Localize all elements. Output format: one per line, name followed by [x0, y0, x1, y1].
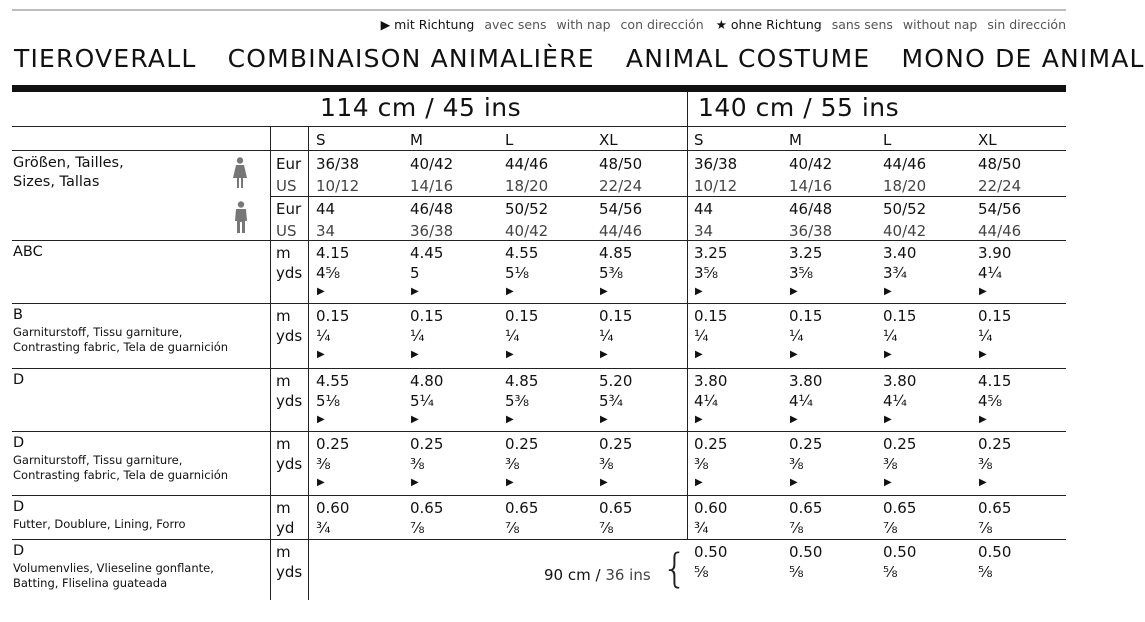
yards-value: ⅝ — [694, 563, 709, 581]
size-header: XL — [599, 131, 618, 149]
men-us-size: 36/38 — [789, 222, 833, 240]
yards-value: ⅝ — [789, 563, 804, 581]
men-eur-size: 50/52 — [883, 200, 927, 218]
yards-value: 5⅛ — [505, 264, 530, 282]
meters-value: 3.80 — [883, 372, 917, 390]
men-us-size: 44/46 — [599, 222, 643, 240]
fabric-block-rule — [12, 303, 1066, 304]
meters-value: 4.85 — [505, 372, 539, 390]
meters-value: 0.25 — [694, 435, 728, 453]
unit-meters: m — [276, 499, 291, 517]
unit-yards: yds — [276, 455, 303, 473]
yards-value: ⅝ — [978, 563, 993, 581]
with-nap-arrow: ▶ — [884, 349, 892, 360]
with-nap-arrow: ▶ — [411, 286, 419, 297]
men-eur-size: 50/52 — [505, 200, 549, 218]
unit-yards: yds — [276, 327, 303, 345]
women-eur-size: 48/50 — [599, 155, 643, 173]
with-nap-en: with nap — [556, 17, 611, 32]
women-eur-size: 36/38 — [694, 155, 738, 173]
meters-value: 0.65 — [883, 499, 917, 517]
fabric-description: Contrasting fabric, Tela de guarnición — [13, 340, 229, 354]
yards-value: 3⅝ — [789, 264, 814, 282]
men-us-size: 40/42 — [883, 222, 927, 240]
yards-value: 4¼ — [694, 392, 719, 410]
without-nap-symbol: ★ — [715, 17, 727, 32]
meters-value: 4.55 — [316, 372, 350, 390]
yards-value: 4¼ — [789, 392, 814, 410]
unit-yards: yds — [276, 264, 303, 282]
fabric-description: Futter, Doublure, Lining, Forro — [13, 517, 186, 531]
meters-value: 0.25 — [316, 435, 350, 453]
yards-value: 4¼ — [883, 392, 908, 410]
title-rule — [12, 85, 1066, 92]
yards-value: ¾ — [694, 519, 709, 537]
with-nap-arrow: ▶ — [695, 414, 703, 425]
header-rule — [12, 126, 1066, 127]
women-us-size: 18/20 — [505, 177, 549, 195]
women-men-rule — [270, 196, 1066, 197]
with-nap-arrow: ▶ — [790, 286, 798, 297]
size-row-rule — [12, 150, 1066, 151]
width-114-header: 114 cm / 45 ins — [320, 93, 522, 122]
title-es: MONO DE ANIMAL — [901, 44, 1145, 73]
with-nap-arrow: ▶ — [790, 349, 798, 360]
women-us-size: 14/16 — [410, 177, 454, 195]
nap-legend — [381, 17, 1066, 32]
yards-value: 5⅛ — [316, 392, 341, 410]
men-eur-size: 44 — [316, 200, 336, 218]
title-en: ANIMAL COSTUME — [625, 44, 871, 73]
men-eur-label: Eur — [276, 200, 302, 218]
women-us-size: 10/12 — [316, 177, 360, 195]
meters-value: 4.15 — [978, 372, 1012, 390]
yards-value: ¼ — [410, 327, 425, 345]
with-nap-arrow: ▶ — [411, 414, 419, 425]
yards-value: ¼ — [978, 327, 993, 345]
meters-value: 3.80 — [694, 372, 728, 390]
yards-value: ⅞ — [505, 519, 520, 537]
width-divider — [687, 92, 688, 539]
with-nap-arrow: ▶ — [884, 286, 892, 297]
women-us-size: 14/16 — [789, 177, 833, 195]
meters-value: 4.45 — [410, 244, 444, 262]
with-nap-arrow: ▶ — [695, 349, 703, 360]
with-nap-arrow: ▶ — [506, 477, 514, 488]
with-nap-arrow: ▶ — [506, 286, 514, 297]
women-us-label: US — [276, 177, 297, 195]
meters-value: 0.15 — [694, 307, 728, 325]
fabric-block-rule — [12, 368, 1066, 369]
with-nap-arrow: ▶ — [317, 414, 325, 425]
meters-value: 5.20 — [599, 372, 633, 390]
meters-value: 0.50 — [978, 543, 1012, 561]
size-header: L — [505, 131, 514, 149]
fabric-view-label: D — [13, 543, 25, 559]
women-eur-label: Eur — [276, 155, 302, 173]
size-header: L — [883, 131, 892, 149]
with-nap-arrow: ▶ — [884, 477, 892, 488]
fabric-view-label: B — [13, 307, 23, 323]
unit-yards: yds — [276, 392, 303, 410]
yards-value: ⅜ — [410, 455, 425, 473]
with-nap-arrow: ▶ — [884, 414, 892, 425]
yards-value: ⅝ — [883, 563, 898, 581]
women-eur-size: 48/50 — [978, 155, 1022, 173]
meters-value: 0.65 — [410, 499, 444, 517]
with-nap-symbol: ▶ — [380, 17, 391, 32]
men-us-size: 44/46 — [978, 222, 1022, 240]
men-eur-size: 44 — [694, 200, 714, 218]
fabric-view-label: D — [13, 499, 25, 515]
with-nap-arrow: ▶ — [790, 414, 798, 425]
meters-value: 0.50 — [694, 543, 728, 561]
yards-value: 4⅝ — [316, 264, 341, 282]
size-header: XL — [978, 131, 997, 149]
women-us-size: 18/20 — [883, 177, 927, 195]
without-nap-label: ohne Richtung — [730, 17, 822, 32]
fabric-description: Garniturstoff, Tissu garniture, — [13, 325, 183, 339]
meters-value: 4.85 — [599, 244, 633, 262]
with-nap-arrow: ▶ — [695, 286, 703, 297]
with-nap-arrow: ▶ — [317, 349, 325, 360]
woman-icon — [232, 157, 248, 193]
men-eur-size: 54/56 — [599, 200, 643, 218]
yards-value: ⅜ — [505, 455, 520, 473]
without-nap-es: sin dirección — [987, 17, 1066, 32]
width-note-sep: / — [595, 566, 606, 584]
width-note — [544, 566, 651, 584]
yards-value: ⅞ — [883, 519, 898, 537]
yards-value: 4¼ — [978, 264, 1003, 282]
men-us-size: 34 — [694, 222, 714, 240]
meters-value: 0.15 — [599, 307, 633, 325]
meters-value: 0.25 — [505, 435, 539, 453]
yards-value: ⅜ — [978, 455, 993, 473]
width-note-ins: 36 ins — [605, 566, 651, 584]
yards-value: ¼ — [883, 327, 898, 345]
yards-value: ¼ — [316, 327, 331, 345]
yards-value: ¼ — [789, 327, 804, 345]
yards-value: ⅞ — [410, 519, 425, 537]
meters-value: 4.80 — [410, 372, 444, 390]
with-nap-label: mit Richtung — [394, 17, 475, 32]
yards-value: ⅞ — [789, 519, 804, 537]
meters-value: 4.15 — [316, 244, 350, 262]
with-nap-arrow: ▶ — [979, 349, 987, 360]
meters-value: 3.40 — [883, 244, 917, 262]
yards-value: 5⅜ — [505, 392, 530, 410]
without-nap-en: without nap — [902, 17, 978, 32]
yards-value: 3⅝ — [694, 264, 719, 282]
meters-value: 0.50 — [883, 543, 917, 561]
meters-value: 0.15 — [883, 307, 917, 325]
men-us-size: 34 — [316, 222, 336, 240]
with-nap-arrow: ▶ — [317, 286, 325, 297]
yards-value: 5¼ — [410, 392, 435, 410]
fabric-block-rule — [12, 539, 1066, 540]
yards-value: 5 — [410, 264, 420, 282]
yards-value: ⅜ — [883, 455, 898, 473]
size-header: S — [694, 131, 704, 149]
meters-value: 3.25 — [789, 244, 823, 262]
page-title — [14, 44, 1145, 73]
with-nap-arrow: ▶ — [600, 349, 608, 360]
sizes-bottom-rule — [12, 240, 1066, 241]
unit-values-divider — [308, 126, 309, 600]
women-eur-size: 40/42 — [410, 155, 454, 173]
meters-value: 4.55 — [505, 244, 539, 262]
unit-meters: m — [276, 244, 291, 262]
meters-value: 0.25 — [978, 435, 1012, 453]
yards-value: ⅜ — [694, 455, 709, 473]
meters-value: 0.15 — [505, 307, 539, 325]
fabric-description: Contrasting fabric, Tela de guarnición — [13, 468, 229, 482]
women-us-size: 22/24 — [599, 177, 643, 195]
women-eur-size: 36/38 — [316, 155, 360, 173]
fabric-view-label: ABC — [13, 244, 43, 260]
with-nap-arrow: ▶ — [411, 349, 419, 360]
brace-bracket: { — [662, 546, 688, 592]
meters-value: 0.65 — [505, 499, 539, 517]
fabric-description: Batting, Fliselina guateada — [13, 576, 168, 590]
women-us-size: 10/12 — [694, 177, 738, 195]
unit-yards: yd — [276, 519, 295, 537]
width-140-header: 140 cm / 55 ins — [698, 93, 900, 122]
fabric-view-label: D — [13, 372, 25, 388]
men-eur-size: 46/48 — [410, 200, 454, 218]
meters-value: 0.25 — [789, 435, 823, 453]
with-nap-arrow: ▶ — [506, 414, 514, 425]
women-eur-size: 44/46 — [883, 155, 927, 173]
title-de: TIEROVERALL — [14, 44, 197, 73]
men-us-label: US — [276, 222, 297, 240]
women-eur-size: 44/46 — [505, 155, 549, 173]
size-header: M — [789, 131, 802, 149]
men-us-size: 36/38 — [410, 222, 454, 240]
unit-meters: m — [276, 372, 291, 390]
meters-value: 0.65 — [789, 499, 823, 517]
fabric-description: Volumenvlies, Vlieseline gonflante, — [13, 561, 214, 575]
unit-yards: yds — [276, 563, 303, 581]
size-header: S — [316, 131, 326, 149]
yards-value: ¼ — [599, 327, 614, 345]
with-nap-arrow: ▶ — [317, 477, 325, 488]
yards-value: 5¾ — [599, 392, 624, 410]
with-nap-arrow: ▶ — [790, 477, 798, 488]
meters-value: 0.25 — [410, 435, 444, 453]
with-nap-arrow: ▶ — [979, 414, 987, 425]
meters-value: 3.80 — [789, 372, 823, 390]
size-label-line2: Sizes, Tallas — [13, 174, 100, 190]
without-nap-fr: sans sens — [831, 17, 893, 32]
label-unit-divider — [270, 126, 271, 600]
unit-meters: m — [276, 435, 291, 453]
size-label-line1: Größen, Tailles, — [13, 155, 124, 171]
fabric-view-label: D — [13, 435, 25, 451]
with-nap-fr: avec sens — [484, 17, 547, 32]
yards-value: 4⅝ — [978, 392, 1003, 410]
man-icon — [233, 201, 249, 238]
women-eur-size: 40/42 — [789, 155, 833, 173]
yards-value: 3¾ — [883, 264, 908, 282]
meters-value: 0.50 — [789, 543, 823, 561]
size-header: M — [410, 131, 423, 149]
with-nap-es: con dirección — [620, 17, 704, 32]
top-rule — [12, 9, 1066, 11]
meters-value: 3.90 — [978, 244, 1012, 262]
meters-value: 0.60 — [694, 499, 728, 517]
women-us-size: 22/24 — [978, 177, 1022, 195]
with-nap-arrow: ▶ — [600, 414, 608, 425]
yards-value: ¼ — [505, 327, 520, 345]
men-us-size: 40/42 — [505, 222, 549, 240]
with-nap-arrow: ▶ — [695, 477, 703, 488]
with-nap-arrow: ▶ — [979, 286, 987, 297]
meters-value: 0.25 — [883, 435, 917, 453]
meters-value: 3.25 — [694, 244, 728, 262]
meters-value: 0.15 — [978, 307, 1012, 325]
fabric-block-rule — [12, 431, 1066, 432]
unit-meters: m — [276, 543, 291, 561]
men-eur-size: 46/48 — [789, 200, 833, 218]
with-nap-arrow: ▶ — [600, 286, 608, 297]
meters-value: 0.15 — [410, 307, 444, 325]
yards-value: ⅜ — [599, 455, 614, 473]
yards-value: ¼ — [694, 327, 709, 345]
men-eur-size: 54/56 — [978, 200, 1022, 218]
width-note-cm: 90 cm — [544, 566, 596, 584]
yards-value: 5⅜ — [599, 264, 624, 282]
meters-value: 0.65 — [978, 499, 1012, 517]
yards-value: ¾ — [316, 519, 331, 537]
meters-value: 0.60 — [316, 499, 350, 517]
with-nap-arrow: ▶ — [411, 477, 419, 488]
fabric-description: Garniturstoff, Tissu garniture, — [13, 453, 183, 467]
with-nap-arrow: ▶ — [506, 349, 514, 360]
meters-value: 0.15 — [316, 307, 350, 325]
yards-value: ⅞ — [599, 519, 614, 537]
yards-value: ⅜ — [789, 455, 804, 473]
title-fr: COMBINAISON ANIMALIÈRE — [227, 44, 595, 73]
unit-meters: m — [276, 307, 291, 325]
yards-value: ⅞ — [978, 519, 993, 537]
with-nap-arrow: ▶ — [600, 477, 608, 488]
meters-value: 0.25 — [599, 435, 633, 453]
yards-value: ⅜ — [316, 455, 331, 473]
fabric-block-rule — [12, 495, 1066, 496]
with-nap-arrow: ▶ — [979, 477, 987, 488]
meters-value: 0.65 — [599, 499, 633, 517]
meters-value: 0.15 — [789, 307, 823, 325]
